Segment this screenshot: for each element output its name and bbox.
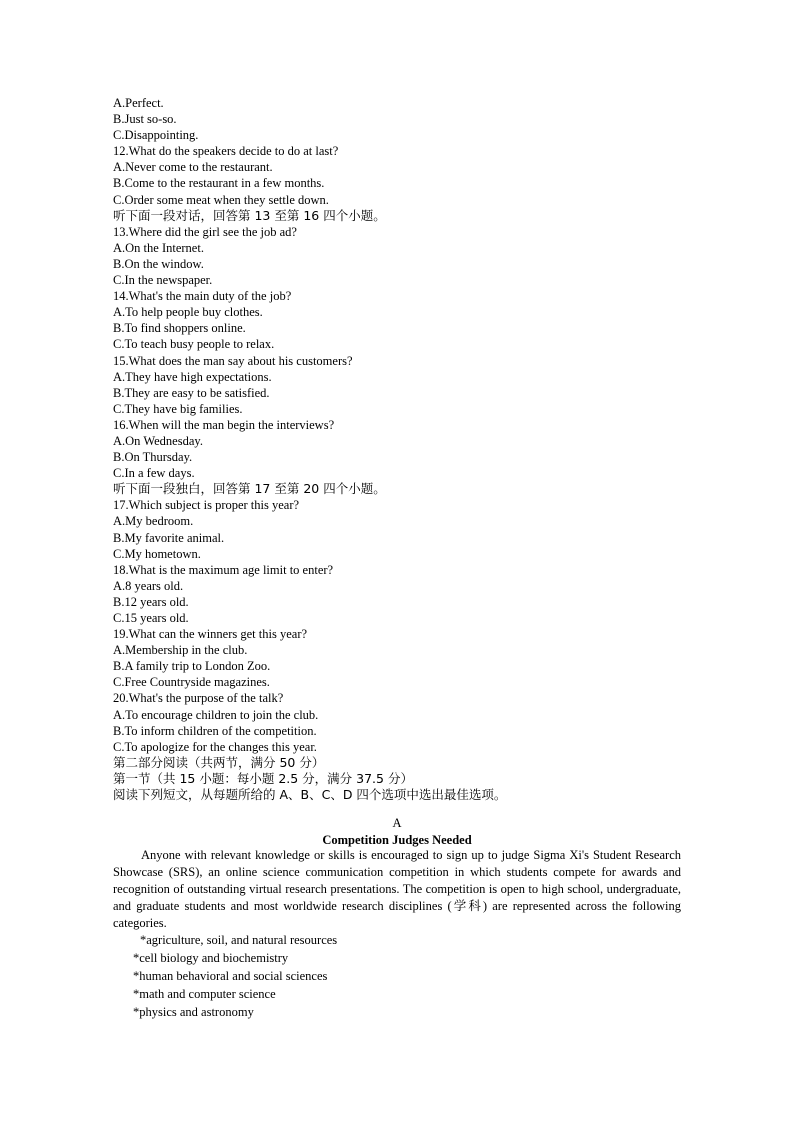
- question-line: 13.Where did the girl see the job ad?: [113, 224, 297, 239]
- subsection-heading: 第一节（共 15 小题：每小题 2.5 分，满分 37.5 分）: [113, 770, 413, 786]
- list-item: *cell biology and biochemistry: [133, 951, 289, 965]
- option-line: B.A family trip to London Zoo.: [113, 659, 271, 674]
- passage-paragraph: Anyone with relevant knowledge or skills is encouraged to sign up to judge Sigma Xi's Student Research Showcase (SRS), an online science communication competition in which students compete for awards and recognition of outstanding virtual research presentations. The competition is open to high school, undergraduate, and graduate students and most worldwide research disciplines (学科) are represented across the following categories.: [113, 848, 681, 930]
- list-item: *math and computer science: [133, 987, 276, 1001]
- question-line: 20.What's the purpose of the talk?: [113, 691, 284, 706]
- option-line: A.Perfect.: [113, 96, 164, 110]
- category-list: [113, 931, 681, 1021]
- option-line: C.To apologize for the changes this year.: [113, 739, 317, 754]
- list-item: *agriculture, soil, and natural resources: [140, 933, 338, 947]
- passage-title: Competition Judges Needed: [322, 833, 472, 847]
- option-line: C.To teach busy people to relax.: [113, 337, 275, 352]
- option-line: A.They have high expectations.: [113, 369, 272, 384]
- option-line: C.Free Countryside magazines.: [113, 675, 270, 690]
- option-line: A.To help people buy clothes.: [113, 305, 263, 320]
- instruction-line: 听下面一段独白，回答第 17 至第 20 四个小题。: [113, 481, 386, 497]
- question-line: 18.What is the maximum age limit to enter?: [113, 562, 334, 577]
- option-line: C.They have big families.: [113, 401, 243, 416]
- option-line: B.12 years old.: [113, 594, 189, 609]
- option-line: A.My bedroom.: [113, 514, 194, 529]
- section-heading: 第二部分阅读（共两节，满分 50 分）: [113, 754, 325, 770]
- section-letter: A: [392, 816, 402, 830]
- option-line: A.On Wednesday.: [113, 433, 203, 448]
- option-line: C.My hometown.: [113, 546, 201, 561]
- list-item: *physics and astronomy: [133, 1005, 254, 1019]
- option-line: B.On Thursday.: [113, 450, 193, 465]
- option-line: C.15 years old.: [113, 611, 189, 625]
- option-line: A.Never come to the restaurant.: [113, 160, 273, 175]
- option-line: A.Membership in the club.: [113, 643, 248, 658]
- option-line: A.8 years old.: [113, 578, 184, 593]
- option-line: A.To encourage children to join the club.: [113, 707, 319, 722]
- question-line: 14.What's the main duty of the job?: [113, 289, 292, 304]
- instruction-line: 阅读下列短文，从每题所给的 A、B、C、D 四个选项中选出最佳选项。: [113, 787, 507, 803]
- option-line: C.In a few days.: [113, 466, 195, 481]
- question-line: 15.What does the man say about his customers?: [113, 353, 353, 368]
- option-line: C.Order some meat when they settle down.: [113, 192, 329, 207]
- option-line: B.Just so-so.: [113, 112, 177, 127]
- question-line: 12.What do the speakers decide to do at last?: [113, 144, 339, 159]
- option-line: B.My favorite animal.: [113, 530, 225, 545]
- option-line: B.They are easy to be satisfied.: [113, 385, 270, 400]
- question-line: 19.What can the winners get this year?: [113, 627, 308, 642]
- option-line: B.Come to the restaurant in a few months.: [113, 176, 325, 191]
- question-line: 17.Which subject is proper this year?: [113, 498, 300, 513]
- option-line: B.To find shoppers online.: [113, 321, 246, 336]
- listening-questions: [113, 95, 693, 803]
- option-line: B.On the window.: [113, 256, 204, 271]
- option-line: B.To inform children of the competition.: [113, 723, 317, 738]
- question-line: 16.When will the man begin the interviews?: [113, 417, 335, 432]
- list-item: *human behavioral and social sciences: [133, 969, 328, 983]
- option-line: A.On the Internet.: [113, 240, 204, 255]
- option-line: C.Disappointing.: [113, 128, 199, 143]
- instruction-line: 听下面一段对话，回答第 13 至第 16 四个小题。: [113, 207, 386, 223]
- option-line: C.In the newspaper.: [113, 273, 213, 288]
